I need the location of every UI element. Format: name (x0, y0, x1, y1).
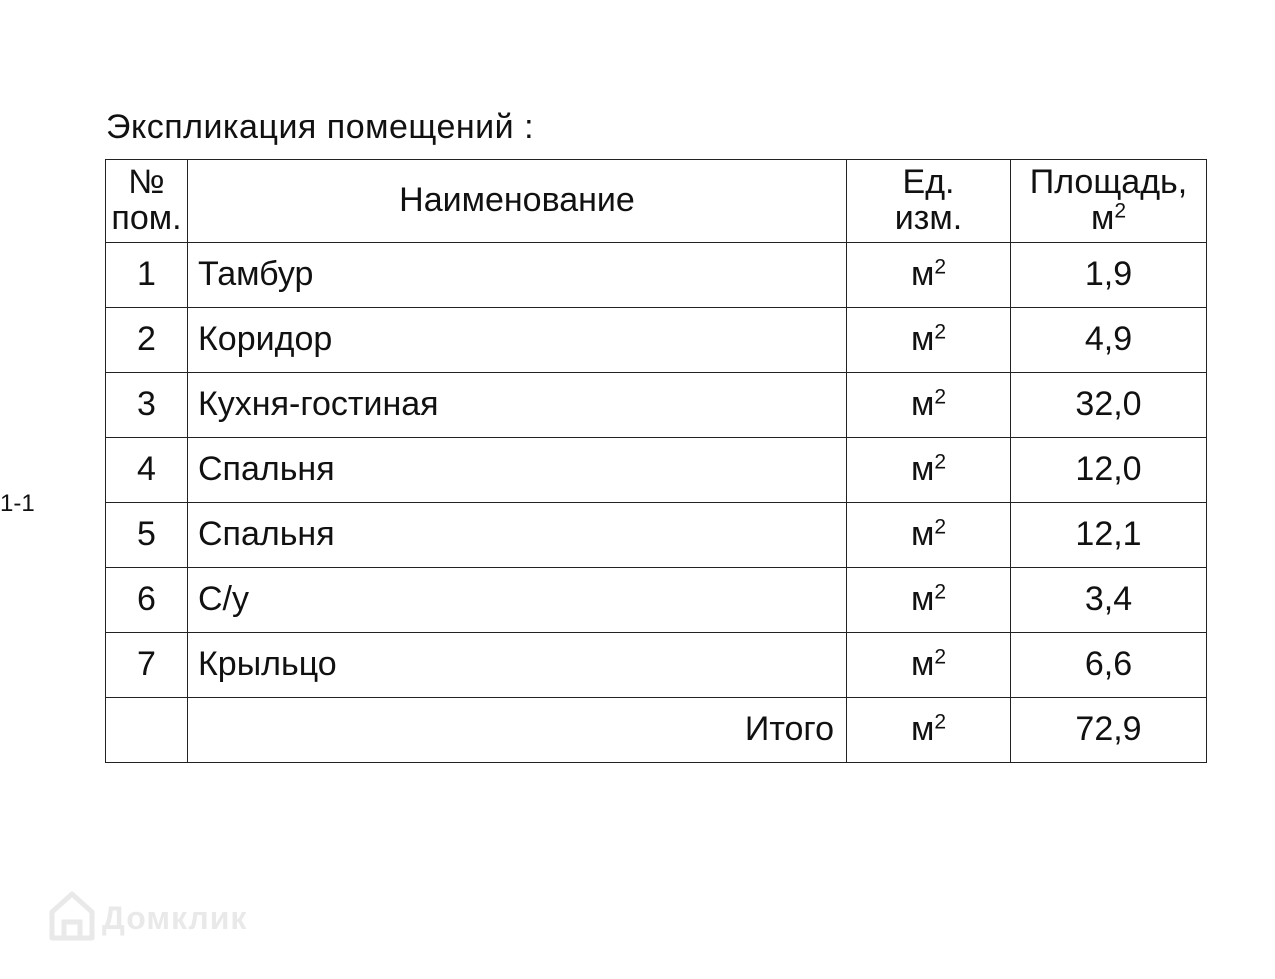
room-area: 4,9 (1011, 308, 1207, 373)
table-row (106, 568, 1207, 633)
total-row (106, 698, 1207, 763)
table-row (106, 373, 1207, 438)
room-number: 4 (106, 438, 188, 503)
room-number: 1 (106, 243, 188, 308)
table-row (106, 438, 1207, 503)
room-unit: $м^2$ (847, 373, 1011, 438)
total-num-cell (106, 698, 188, 763)
room-area: 1,9 (1011, 243, 1207, 308)
total-label: Итого (188, 698, 847, 763)
room-area: 3,4 (1011, 568, 1207, 633)
side-mark: 1-1 (0, 490, 35, 517)
room-number: 7 (106, 633, 188, 698)
table-row (106, 633, 1207, 698)
room-area: 32,0 (1011, 373, 1207, 438)
total-unit: $м^2$ (847, 698, 1011, 763)
room-name: Спальня (188, 438, 847, 503)
room-area: 12,1 (1011, 503, 1207, 568)
room-name: С/у (188, 568, 847, 633)
table-row (106, 243, 1207, 308)
table-row (106, 503, 1207, 568)
total-area: 72,9 (1011, 698, 1207, 763)
watermark (48, 888, 247, 948)
explication-table (105, 159, 1207, 763)
room-name: Кухня-гостиная (188, 373, 847, 438)
room-area: 6,6 (1011, 633, 1207, 698)
room-number: 2 (106, 308, 188, 373)
room-unit: $м^2$ (847, 633, 1011, 698)
room-unit: $м^2$ (847, 438, 1011, 503)
room-name: Коридор (188, 308, 847, 373)
room-unit: $м^2$ (847, 568, 1011, 633)
room-area: 12,0 (1011, 438, 1207, 503)
table-row (106, 308, 1207, 373)
room-number: 5 (106, 503, 188, 568)
watermark-text: Домклик (102, 899, 248, 936)
room-name: Крыльцо (188, 633, 847, 698)
room-unit: $м^2$ (847, 308, 1011, 373)
header-unit: Ед. изм. (847, 160, 1011, 243)
room-name: Спальня (188, 503, 847, 568)
header-area: Площадь, $м^2$ (1011, 160, 1207, 243)
room-name: Тамбур (188, 243, 847, 308)
house-logo-icon (48, 890, 96, 947)
header-name: Наименование (188, 160, 847, 243)
table-header-row (106, 160, 1207, 243)
room-unit: $м^2$ (847, 243, 1011, 308)
room-unit: $м^2$ (847, 503, 1011, 568)
room-number: 3 (106, 373, 188, 438)
page-title: Экспликация помещений : (106, 108, 535, 146)
header-room-number: № пом. (106, 160, 188, 243)
room-number: 6 (106, 568, 188, 633)
